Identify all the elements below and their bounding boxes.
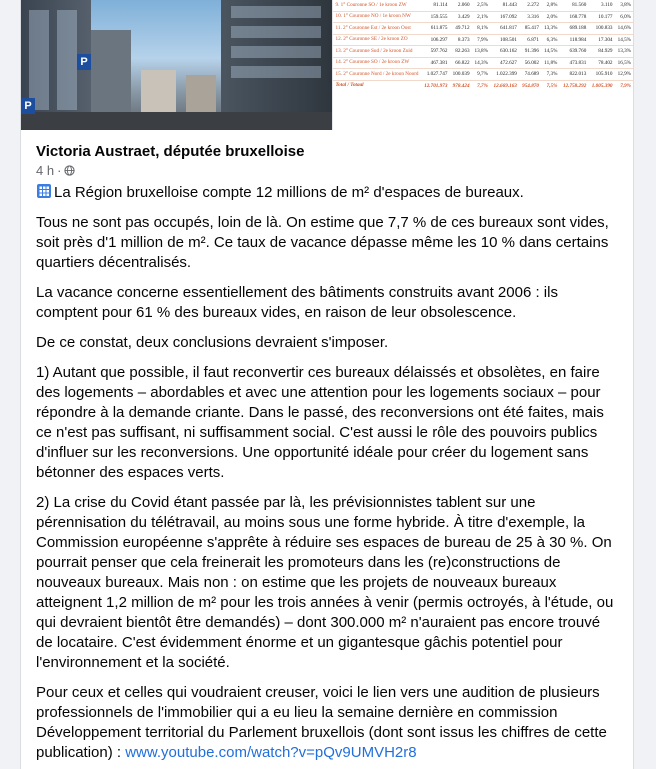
table-cell: 81.443 <box>490 0 519 11</box>
table-cell: 12.669.163 <box>493 82 517 89</box>
zone-name: 10. 1° Couronne NO / 1e kroon NW <box>333 11 420 23</box>
table-cell: 1.022.399 <box>490 69 519 81</box>
table-cell: 7,5% <box>546 82 558 89</box>
table-cell: 2,1% <box>472 11 490 23</box>
table-cell: 689.188 <box>559 23 588 35</box>
table-cell: 9,7% <box>472 69 490 81</box>
table-cell: 2,5% <box>472 0 490 11</box>
table-cell: 84.929 <box>588 46 614 58</box>
table-row <box>333 0 633 11</box>
table-cell: 91.396 <box>519 46 541 58</box>
table-cell: 8,1% <box>472 23 490 35</box>
table-cell: 14,6% <box>615 23 633 35</box>
table-cell: 639.760 <box>559 46 588 58</box>
table-cell: 2.272 <box>519 0 541 11</box>
zone-name: 12. 2° Couronne SE / 2e kroon ZO <box>333 34 420 46</box>
table-cell: 12.758.292 <box>562 82 587 89</box>
table-cell: 630.162 <box>490 46 519 58</box>
table-cell: 14,3% <box>472 57 490 69</box>
meta-separator: · <box>57 163 62 178</box>
table-row <box>333 57 633 69</box>
table-cell: 17.304 <box>588 34 614 46</box>
table-cell: 118.984 <box>559 34 588 46</box>
table-row <box>333 34 633 46</box>
table-cell: 10.177 <box>588 11 614 23</box>
table-cell: 7,9% <box>620 82 631 89</box>
parking-sign-icon: P <box>77 54 91 70</box>
table-cell: 3.429 <box>449 11 471 23</box>
table-cell: 100.833 <box>588 23 614 35</box>
table-cell: 2.060 <box>449 0 471 11</box>
globe-icon[interactable] <box>64 165 75 176</box>
table-cell: 12,9% <box>615 69 633 81</box>
table-total-row <box>333 80 633 91</box>
table-cell: 6,0% <box>615 11 633 23</box>
vacancy-table <box>333 0 633 91</box>
table-cell: 6,3% <box>541 34 559 46</box>
table-cell: 85.417 <box>519 23 541 35</box>
table-cell: 467.381 <box>421 57 450 69</box>
post-paragraph: De ce constat, deux conclusions devraient s'imposer. <box>36 334 389 351</box>
table-cell: 7,7% <box>477 82 488 89</box>
table-cell: 14,5% <box>615 34 633 46</box>
paragraph-text: La Région bruxelloise compte 12 millions de m² d'espaces de bureaux. <box>54 184 524 201</box>
post-body <box>21 179 633 763</box>
post-media[interactable] <box>21 0 633 130</box>
post-paragraph <box>36 183 618 203</box>
table-row <box>333 46 633 58</box>
table-cell: 1.027.747 <box>421 69 450 81</box>
table-cell: 3.110 <box>588 0 614 11</box>
table-cell: 105.910 <box>588 69 614 81</box>
table-cell: 100.039 <box>449 69 471 81</box>
table-cell: 66.822 <box>449 57 471 69</box>
table-cell: 611.875 <box>421 23 450 35</box>
zone-name: 11. 2° Couronne Est / 2e kroon Oost <box>333 23 420 35</box>
parking-sign-icon: P <box>21 98 35 114</box>
table-cell: 106.297 <box>421 34 450 46</box>
table-cell: 954.870 <box>522 82 539 89</box>
table-cell: 81.560 <box>559 0 588 11</box>
table-cell: 822.013 <box>559 69 588 81</box>
paragraph-text: Pour ceux et celles qui voudraient creuser, voici le lien vers une audition de plusieurs professionnels de l'immobilier qui a eu lieu la semaine dernière en commission Développement territorial du Parlement bruxellois (dont sont issus les chiffres de cette publication) : <box>36 684 607 761</box>
table-cell: 13,3% <box>615 46 633 58</box>
author-name[interactable]: Victoria Austraet, députée bruxelloise <box>36 143 305 160</box>
table-cell: 978.424 <box>452 82 470 89</box>
table-cell: 159.555 <box>421 11 450 23</box>
table-row <box>333 69 633 81</box>
table-cell: 2,8% <box>541 0 559 11</box>
table-row <box>333 11 633 23</box>
road <box>21 112 332 130</box>
table-cell: 78.402 <box>588 57 614 69</box>
table-cell: 2,0% <box>541 11 559 23</box>
table-cell: 472.627 <box>490 57 519 69</box>
post-card <box>20 0 634 769</box>
post-paragraph: 2) La crise du Covid étant passée par là, les prévisionnistes tablent sur une pérennisation du télétravail, au moins sous une forme hybride. À titre d'exemple, la Commission européenne s'apprête à réduire ses espaces de bureau de 25 à 30 %. On pourrait penser que cela freinerait les promoteurs dans les (re)constructions de nouveaux bureaux. Mais non : on estime que les projets de nouveaux bureaux atteignent 1,2 million de m² pour les trois années à venir (permis octroyés, à l'étude, ou qui devraient bientôt être demandés) – dont 300.000 m² n'auraient pas encore trouvé de locataire. C'est évidemment énorme et un gigantesque gâchis potentiel pour l'environnement et la société. <box>36 494 614 671</box>
table-cell: 1.005.390 <box>591 82 613 89</box>
table-cell: 56.002 <box>519 57 541 69</box>
table-cell: 12.701.973 <box>424 82 448 89</box>
zone-name: 13. 2° Couronne Sud / 2e kroon Zuid <box>333 46 420 58</box>
table-cell: 16,5% <box>615 57 633 69</box>
table-cell: 473.831 <box>559 57 588 69</box>
building <box>221 0 332 130</box>
table-cell: 14,5% <box>541 46 559 58</box>
table-cell: 13,8% <box>472 46 490 58</box>
table-cell: 82.263 <box>449 46 471 58</box>
table-cell: 7,3% <box>541 69 559 81</box>
table-cell: 108.501 <box>490 34 519 46</box>
post-paragraph: La vacance concerne essentiellement des bâtiments construits avant 2006 : ils comptent pour 61 % des bureaux vides, en raison de leur obsolescence. <box>36 284 558 321</box>
post-meta <box>36 162 618 179</box>
table-cell: 167.092 <box>490 11 519 23</box>
post-header <box>21 130 633 179</box>
zone-name: Total / Totaal <box>335 82 364 89</box>
table-cell: 641.817 <box>490 23 519 35</box>
table-cell: 168.778 <box>559 11 588 23</box>
zone-name: 9. 1° Couronne SO / 1e kroon ZW <box>333 0 420 11</box>
post-paragraph: Tous ne sont pas occupés, loin de là. On estime que 7,7 % de ces bureaux sont vides, soit près d'1 million de m². Ce taux de vacance dépasse même les 10 % dans certains quartiers décentralisés. <box>36 214 609 271</box>
youtube-link[interactable]: www.youtube.com/watch?v=pQv9UMVH2r8 <box>125 744 417 761</box>
table-cell: 6.871 <box>519 34 541 46</box>
table-cell: 7,9% <box>472 34 490 46</box>
zone-name: 14. 2° Couronne SO / 2e kroon ZW <box>333 57 420 69</box>
table-cell: 81.114 <box>421 0 450 11</box>
street-photo[interactable] <box>21 0 332 130</box>
table-cell: 11,8% <box>541 57 559 69</box>
statistics-table-image[interactable] <box>332 0 633 130</box>
table-cell: 3,8% <box>615 0 633 11</box>
table-cell: 8.373 <box>449 34 471 46</box>
post-paragraph: 1) Autant que possible, il faut reconvertir ces bureaux délaissés et obsolètes, en faire des logements – abordables et avec une attention pour les logements sociaux – pour répondre à la demande criante. Dans le passé, des reconversions ont été faites, mais ce n'est pas suffisant, ni suffisamment social. C'est aussi le rôle des pouvoirs publics d'influer sur les reconversions. Une opportunité idéale pour créer du logement sans bétonner des espaces verts. <box>36 364 604 481</box>
table-cell: 49.712 <box>449 23 471 35</box>
table-row <box>333 23 633 35</box>
zone-name: 15. 2° Couronne Nord / 2e kroon Noord <box>333 69 420 81</box>
table-cell: 74.689 <box>519 69 541 81</box>
post-time[interactable]: 4 h <box>36 163 55 178</box>
office-building-icon <box>36 183 52 199</box>
table-cell: 3.316 <box>519 11 541 23</box>
post-paragraph <box>36 683 618 763</box>
table-cell: 597.762 <box>421 46 450 58</box>
table-cell: 13,3% <box>541 23 559 35</box>
